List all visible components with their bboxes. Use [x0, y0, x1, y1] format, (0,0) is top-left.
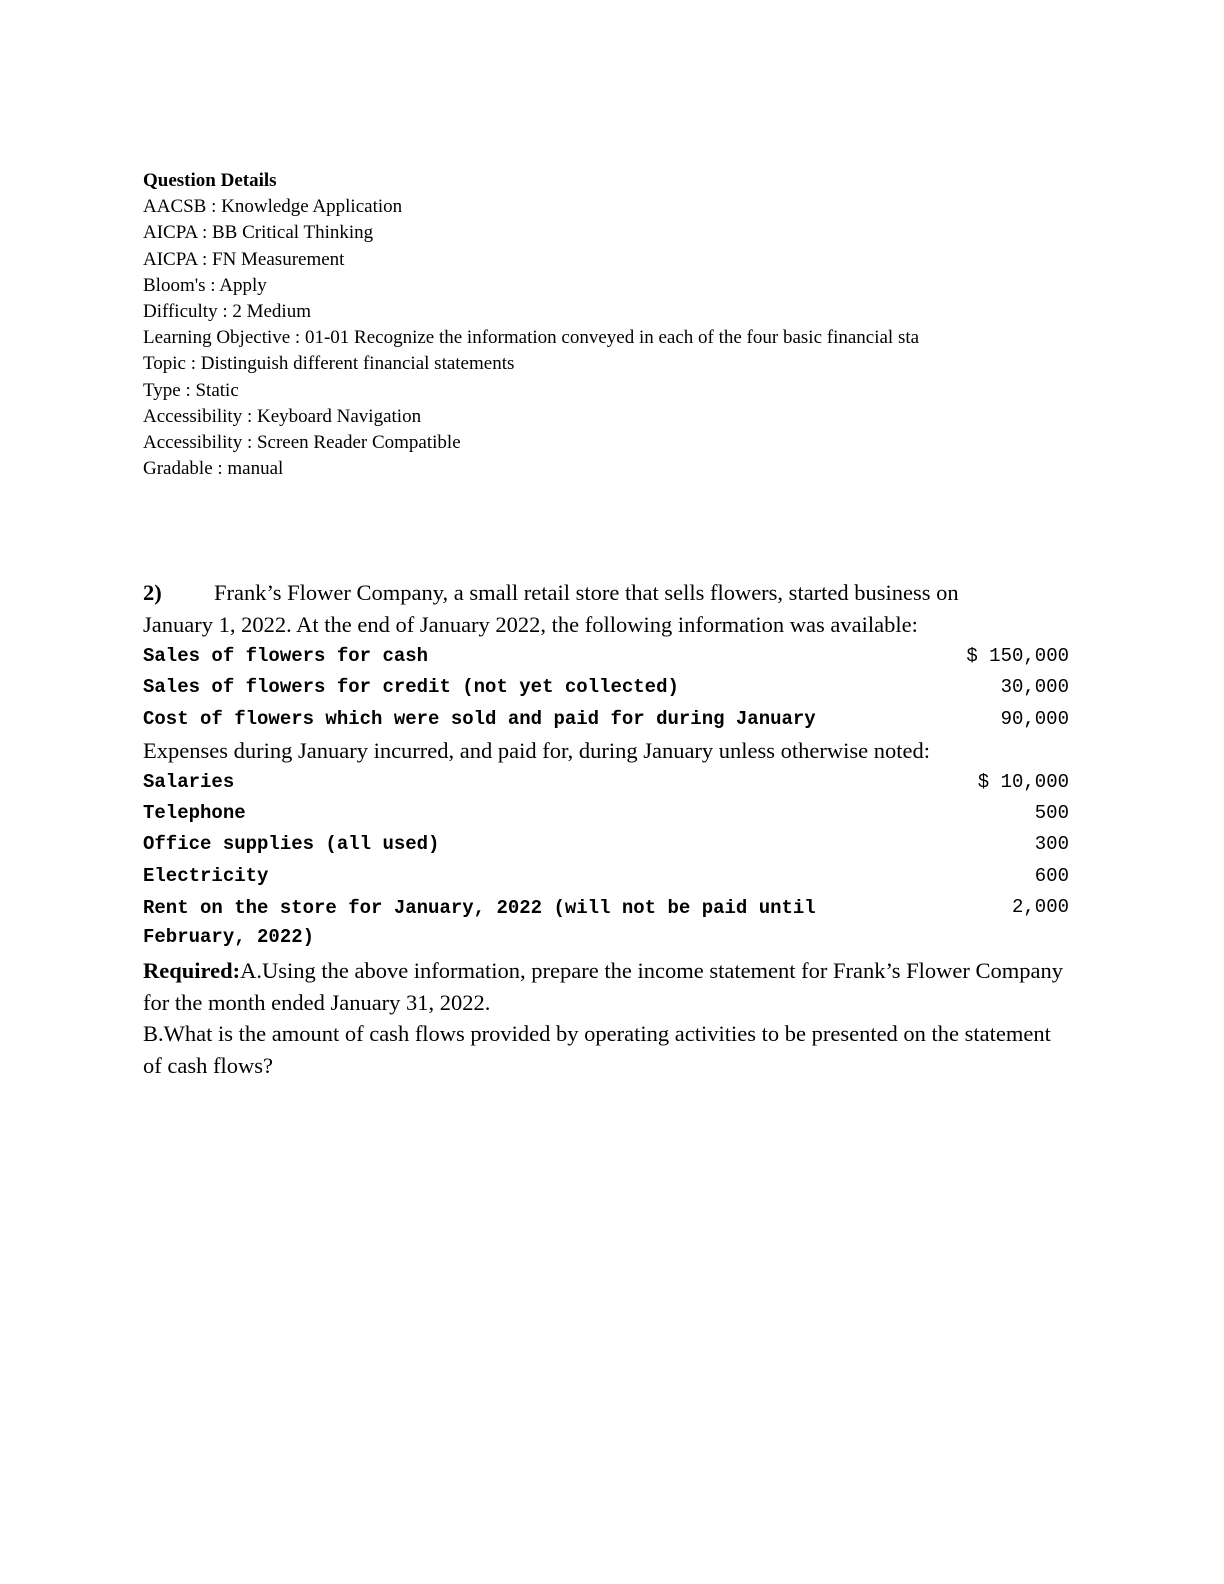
question-intro-line-1: [143, 577, 1073, 609]
expenses-intro: Expenses during January incurred, and paid for, during January unless otherwise noted:: [143, 737, 931, 763]
expense-item-salaries: [143, 767, 1073, 798]
question-intro-line-2: January 1, 2022. At the end of January 2022, the following information was available:: [143, 612, 918, 637]
detail-gradable: Gradable : manual: [143, 458, 284, 480]
revenue-item-credit-sales: [143, 672, 1073, 703]
question-details-heading: Question Details: [143, 170, 277, 191]
item-label: Cost of flowers which were sold and paid for during January: [143, 707, 816, 730]
revenue-item-cost-of-flowers: [143, 704, 1073, 735]
item-amount: $ 10,000: [977, 770, 1069, 793]
item-amount: 2,000: [1011, 896, 1069, 919]
required-part-b: B.What is the amount of cash flows provided by operating activities to be presented on the statement of cash flows?: [143, 1021, 1051, 1078]
item-label: Sales of flowers for credit (not yet collected): [143, 676, 679, 699]
revenue-item-cash-sales: [143, 641, 1073, 672]
required-a-text: A.Using the above information, prepare the income statement for Frank’s Flower Company for the month ended January 31, 2022.: [143, 958, 1064, 1015]
expense-item-rent: [143, 892, 1073, 951]
item-amount: 90,000: [1000, 707, 1069, 730]
expense-item-electricity: [143, 861, 1073, 892]
item-label: Telephone: [143, 802, 246, 825]
item-amount: 300: [1034, 833, 1069, 856]
item-label: Salaries: [143, 770, 235, 793]
required-label: Required:: [143, 958, 241, 984]
detail-learning-objective: Learning Objective : 01-01 Recognize the information conveyed in each of the four basic financial sta: [143, 327, 920, 349]
item-label: Electricity: [143, 864, 269, 887]
item-label: Office supplies (all used): [143, 833, 440, 856]
expense-item-office-supplies: [143, 829, 1073, 860]
question-number: 2): [143, 580, 162, 605]
expense-item-telephone: [143, 798, 1073, 829]
required-part-a: [143, 955, 1073, 1018]
detail-aicpa-measurement: AICPA : FN Measurement: [143, 248, 345, 270]
detail-topic: Topic : Distinguish different financial statements: [143, 353, 515, 375]
detail-accessibility-keyboard: Accessibility : Keyboard Navigation: [143, 405, 422, 427]
question-details: [143, 168, 1043, 482]
detail-blooms: Bloom's : Apply: [143, 274, 267, 296]
detail-difficulty: Difficulty : 2 Medium: [143, 301, 311, 323]
detail-type: Type : Static: [143, 379, 239, 401]
item-amount: 500: [1034, 802, 1069, 825]
detail-aacsb: AACSB : Knowledge Application: [143, 196, 403, 218]
item-label: Sales of flowers for cash: [143, 645, 429, 667]
detail-accessibility-screen-reader: Accessibility : Screen Reader Compatible: [143, 432, 461, 454]
detail-aicpa-critical-thinking: AICPA : BB Critical Thinking: [143, 222, 374, 244]
item-amount: 30,000: [1000, 676, 1069, 699]
item-amount: $ 150,000: [966, 645, 1069, 667]
item-amount: 600: [1034, 864, 1069, 887]
question-2: [143, 577, 1073, 1081]
item-label: Rent on the store for January, 2022 (will not be paid until February, 2022): [143, 897, 816, 948]
question-intro-text-1: Frank’s Flower Company, a small retail store that sells flowers, started business on: [214, 580, 959, 605]
